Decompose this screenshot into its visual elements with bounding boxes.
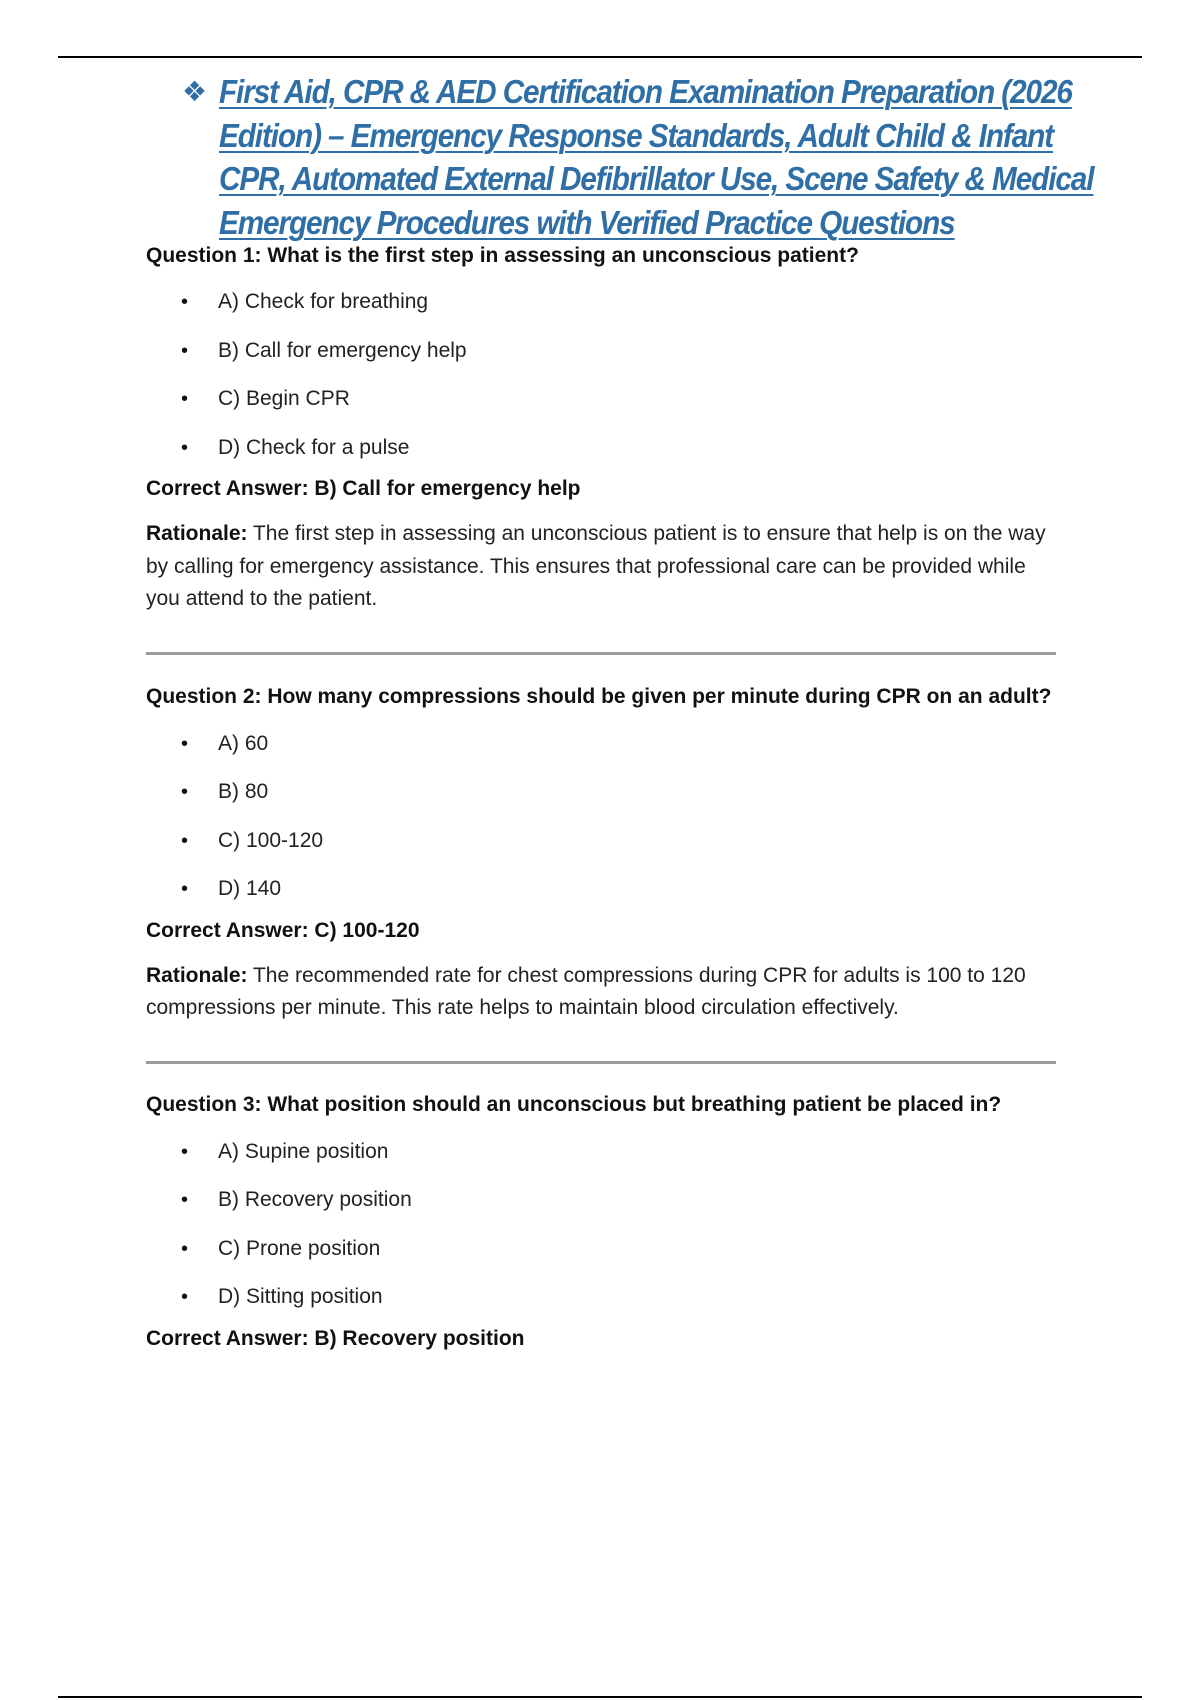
option-label: C) Prone position [218, 1236, 381, 1260]
question-1-rationale [146, 518, 1056, 616]
bullet-icon: • [181, 1237, 189, 1260]
title-line: Emergency Procedures with Verified Practice Questions [219, 203, 955, 241]
option-item [146, 278, 1056, 327]
option-item [146, 865, 1056, 914]
option-label: A) Check for breathing [218, 290, 429, 313]
option-item [146, 1128, 1056, 1177]
option-item [146, 424, 1056, 473]
option-label: B) Call for emergency help [218, 338, 467, 362]
question-2-answer: Correct Answer: C) 100-120 [146, 918, 420, 942]
option-label: B) 80 [218, 780, 269, 803]
bullet-icon: • [181, 732, 189, 755]
rationale-label: Rationale: [146, 522, 248, 545]
option-label: B) Recovery position [218, 1188, 412, 1211]
section-divider [146, 652, 1056, 655]
bullet-icon: • [181, 781, 189, 803]
option-item [146, 720, 1056, 769]
title-line: CPR, Automated External Defibrillator Use, Scene Safety & Medical [219, 160, 1094, 197]
title-line: First Aid, CPR & AED Certification Examination Preparation (2026 [219, 73, 1072, 110]
header-rule [58, 56, 1142, 58]
option-label: D) 140 [218, 877, 282, 900]
footer-rule [58, 1696, 1142, 1698]
option-label: C) Begin CPR [218, 387, 350, 410]
bullet-icon: • [181, 339, 189, 362]
question-3-answer: Correct Answer: B) Recovery position [146, 1326, 525, 1350]
question-2-rationale [146, 960, 1056, 1025]
bullet-icon: • [181, 1140, 189, 1163]
option-label: C) 100-120 [218, 828, 324, 852]
option-label: D) Check for a pulse [218, 435, 410, 459]
option-label: D) Sitting position [218, 1285, 383, 1308]
option-item [146, 1273, 1056, 1322]
question-1-options [146, 278, 1056, 472]
bullet-icon: • [181, 436, 189, 459]
option-label: A) 60 [218, 731, 269, 755]
document-body [146, 240, 1056, 1354]
option-item [146, 1176, 1056, 1225]
bullet-icon: • [181, 388, 189, 410]
rationale-text: The first step in assessing an unconscious patient is to ensure that help is on the way by calling for emergency assistance. This ensures that professional care can be provided while you attend to the patient. [146, 522, 1046, 610]
option-item [146, 768, 1056, 817]
option-item [146, 817, 1056, 866]
title-text [219, 70, 1094, 244]
question-2-options [146, 720, 1056, 914]
bullet-icon: • [181, 829, 189, 852]
rationale-label: Rationale: [146, 963, 248, 987]
rationale-text: The recommended rate for chest compressions during CPR for adults is 100 to 120 compressions per minute. This rate helps to maintain blood circulation effectively. [146, 963, 1026, 1019]
question-3-text: Question 3: What position should an unconscious but breathing patient be placed in? [146, 1092, 1002, 1116]
bullet-icon: • [181, 1189, 189, 1211]
bullet-icon: • [181, 291, 189, 313]
question-1-answer: Correct Answer: B) Call for emergency help [146, 477, 581, 500]
option-label: A) Supine position [218, 1139, 389, 1163]
bullet-icon: • [181, 1286, 189, 1308]
option-item [146, 327, 1056, 376]
question-2-text: Question 2: How many compressions should be given per minute during CPR on an adult? [146, 684, 1052, 708]
bullet-icon: • [181, 878, 189, 900]
option-item [146, 1225, 1056, 1274]
question-1-text: Question 1: What is the first step in assessing an unconscious patient? [146, 244, 859, 267]
four-diamond-icon: ❖ [182, 75, 208, 108]
option-item [146, 375, 1056, 424]
title-line: Edition) – Emergency Response Standards, Adult Child & Infant [219, 116, 1054, 154]
question-3-options [146, 1128, 1056, 1322]
section-divider [146, 1061, 1056, 1064]
